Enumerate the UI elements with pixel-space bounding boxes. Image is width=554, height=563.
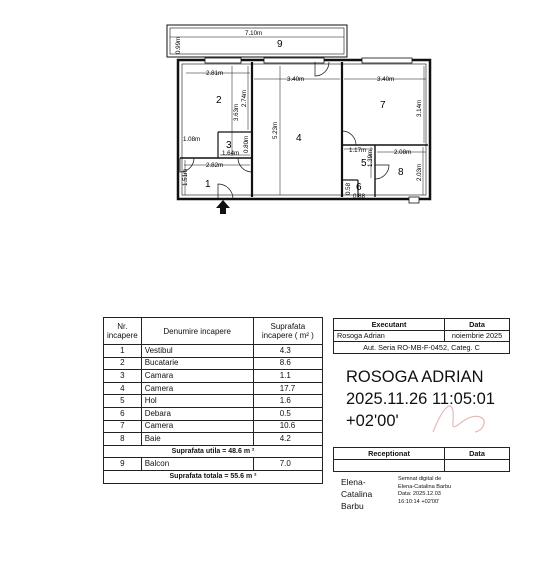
table-row [104, 345, 323, 358]
room-label-7: 7 [380, 100, 386, 111]
dim-r7-w: 3.40m [377, 76, 395, 83]
room-label-3: 3 [226, 140, 232, 151]
header-nr: Nr. incapere [104, 318, 142, 345]
dim-r3-b: 1.64m [222, 150, 240, 157]
receptionat-date-cell [445, 460, 510, 472]
receptionat-table [333, 447, 510, 472]
useful-area-row [104, 445, 323, 458]
executant-date-header: Data [445, 319, 510, 331]
floor-plan [0, 0, 554, 230]
row-name: Camera [141, 382, 253, 395]
table-row [104, 458, 323, 471]
room-label-9: 9 [277, 39, 283, 50]
executant-authorization: Aut. Seria RO-MB-F-0452, Categ. C [334, 342, 510, 354]
header-name: Denumire incapere [141, 318, 253, 345]
table-row [104, 395, 323, 408]
dim-r2-w: 2.81m [206, 70, 224, 77]
receptionat-name-cell [334, 460, 445, 472]
header-area: Suprafata incapere ( m² ) [253, 318, 322, 345]
dim-r1-w: 2.82m [206, 162, 224, 169]
signer-name-line1: Elena- [341, 477, 366, 487]
receptionat-header: Receptionat [334, 448, 445, 460]
row-area: 4.2 [253, 433, 322, 446]
door-room7 [342, 131, 356, 145]
executant-table [333, 318, 510, 354]
door-entrance [218, 184, 233, 199]
handwritten-signature-mark [425, 392, 495, 442]
executant-date: noiembrie 2025 [445, 330, 510, 342]
row-nr: 8 [104, 433, 142, 446]
room-label-6: 6 [356, 182, 362, 193]
rooms-table-header [104, 318, 323, 345]
total-area-row [104, 470, 323, 483]
row-area: 4.3 [253, 345, 322, 358]
row-name: Balcon [141, 458, 253, 471]
signer-name-line2: Catalina [341, 489, 373, 499]
table-row [104, 407, 323, 420]
table-row [104, 420, 323, 433]
useful-area-total: Suprafata utila = 48.6 m ² [104, 445, 323, 458]
dim-r1-h: 1.51m [182, 168, 189, 186]
signature-detail-1: Semnat digital de [398, 476, 442, 482]
signature-datetime: 2025.11.26 11:05:01 [346, 390, 495, 408]
receptionat-date-header: Data [445, 448, 510, 460]
door-bath [375, 165, 389, 179]
dim-r6-w: 0.88 [353, 193, 366, 200]
room-label-5: 5 [361, 158, 367, 169]
room-label-4: 4 [296, 133, 302, 144]
signature-name: ROSOGA ADRIAN [346, 368, 484, 386]
row-area: 8.6 [253, 357, 322, 370]
row-area: 17.7 [253, 382, 322, 395]
dim-r4-w: 3.40m [287, 76, 305, 83]
inner-wall-line [182, 64, 426, 195]
dim-r5-h: 1.39m [367, 149, 374, 167]
dim-balcony-w: 7.10m [245, 30, 263, 37]
row-area: 0.5 [253, 407, 322, 420]
row-name: Bucatarie [141, 357, 253, 370]
row-nr: 9 [104, 458, 142, 471]
table-row [104, 370, 323, 383]
row-nr: 4 [104, 382, 142, 395]
dim-r8-h: 2.03m [416, 163, 423, 181]
row-area: 1.6 [253, 395, 322, 408]
row-name: Debara [141, 407, 253, 420]
receptionat-signer-name [341, 476, 372, 512]
receptionat-signature-details [398, 476, 451, 506]
signature-detail-4: 16:10:14 +02'00' [398, 498, 440, 505]
table-row [104, 433, 323, 446]
room-label-1: 1 [205, 179, 211, 190]
row-name: Camera [141, 420, 253, 433]
executant-header: Executant [334, 319, 445, 331]
signature-detail-2: Elena-Catalina Barbu [398, 483, 452, 490]
row-area: 1.1 [253, 370, 322, 383]
row-name: Baie [141, 433, 253, 446]
dim-r6-h: 0.58 [345, 182, 352, 195]
dim-r3-c: 0.80m [243, 135, 250, 153]
room-label-8: 8 [398, 167, 404, 178]
dim-r4-h: 5.23m [272, 121, 279, 139]
row-nr: 1 [104, 345, 142, 358]
executant-name: Rosoga Adrian [334, 330, 445, 342]
signature-timezone: +02'00' [346, 412, 399, 430]
dim-r2-h1: 3.63m [233, 103, 240, 121]
rooms-table [103, 317, 323, 484]
row-nr: 5 [104, 395, 142, 408]
row-name: Vestibul [141, 345, 253, 358]
signer-name-line3: Barbu [341, 501, 364, 511]
dim-r7-h: 3.14m [416, 99, 423, 117]
table-row [104, 357, 323, 370]
dim-r2-h2: 2.74m [241, 89, 248, 107]
window-bath [409, 197, 419, 203]
dim-r5-w: 1.17m [349, 147, 367, 154]
window-kitchen [205, 58, 241, 63]
row-name: Hol [141, 395, 253, 408]
row-nr: 2 [104, 357, 142, 370]
window-room7 [362, 58, 412, 63]
signature-detail-3: Data: 2025.12.03 [398, 491, 441, 498]
total-area: Suprafata totala = 55.6 m ² [104, 470, 323, 483]
entrance-arrow-icon [216, 200, 230, 214]
room-label-2: 2 [216, 95, 222, 106]
row-nr: 6 [104, 407, 142, 420]
table-row [104, 382, 323, 395]
row-nr: 3 [104, 370, 142, 383]
dim-r8-w: 2.08m [394, 149, 412, 156]
dim-balcony-h: 0.99m [175, 36, 182, 54]
row-nr: 7 [104, 420, 142, 433]
row-name: Camara [141, 370, 253, 383]
row-area: 7.0 [253, 458, 322, 471]
row-area: 10.6 [253, 420, 322, 433]
dim-r3-a: 1.08m [183, 136, 201, 143]
